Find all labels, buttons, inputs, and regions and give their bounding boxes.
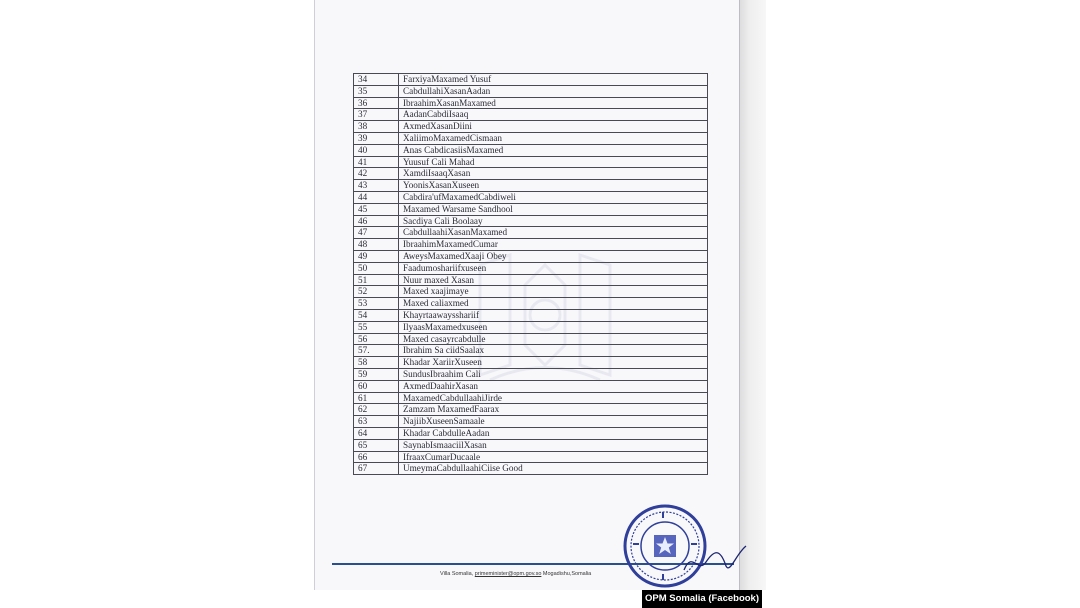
row-name: Ibrahim Sa ciidSaalax: [399, 345, 708, 357]
table-row: [354, 451, 708, 463]
row-number: 37: [354, 109, 399, 121]
row-name: Yuusuf Cali Mahad: [399, 156, 708, 168]
row-number: 39: [354, 132, 399, 144]
row-name: UmeymaCabdullaahiCiise Good: [399, 463, 708, 475]
row-number: 62: [354, 404, 399, 416]
row-name: SaynabIsmaaciilXasan: [399, 439, 708, 451]
table-row: [354, 203, 708, 215]
table-row: [354, 368, 708, 380]
row-number: 53: [354, 298, 399, 310]
row-number: 49: [354, 250, 399, 262]
table-row: [354, 286, 708, 298]
table-row: [354, 97, 708, 109]
row-name: Khadar CabdulleAadan: [399, 427, 708, 439]
row-number: 52: [354, 286, 399, 298]
row-number: 54: [354, 309, 399, 321]
table-row: [354, 262, 708, 274]
row-number: 65: [354, 439, 399, 451]
row-number: 45: [354, 203, 399, 215]
table-row: [354, 416, 708, 428]
row-name: Faadumoshariifxuseen: [399, 262, 708, 274]
row-number: 60: [354, 380, 399, 392]
row-name: Khadar XariirXuseen: [399, 357, 708, 369]
row-name: XamdiIsaaqXasan: [399, 168, 708, 180]
footer-email[interactable]: primeminister@opm.gov.so: [474, 571, 542, 577]
row-name: CabdullahiXasanAadan: [399, 85, 708, 97]
row-number: 36: [354, 97, 399, 109]
row-number: 66: [354, 451, 399, 463]
row-number: 46: [354, 215, 399, 227]
row-number: 47: [354, 227, 399, 239]
row-name: MaxamedCabdullaahiJirde: [399, 392, 708, 404]
name-list-table: [353, 73, 708, 475]
bleed-through-text: [395, 488, 515, 501]
footer-city: Mogadishu,Somalia: [542, 571, 592, 577]
table-row: [354, 144, 708, 156]
row-number: 44: [354, 191, 399, 203]
row-name: Anas CabdicasiisMaxamed: [399, 144, 708, 156]
handwritten-signature: [680, 540, 750, 580]
photo-credit: OPM Somalia (Facebook): [642, 590, 762, 608]
row-name: AxmedXasanDiini: [399, 121, 708, 133]
row-name: AweysMaxamedXaaji Obey: [399, 250, 708, 262]
row-name: NajiibXuseenSamaale: [399, 416, 708, 428]
table-row: [354, 215, 708, 227]
table-row: [354, 309, 708, 321]
table-row: [354, 298, 708, 310]
row-name: Maxed xaajimaye: [399, 286, 708, 298]
row-number: 57.: [354, 345, 399, 357]
footer-contact: [440, 571, 591, 577]
row-name: CabdullaahiXasanMaxamed: [399, 227, 708, 239]
row-name: Nuur maxed Xasan: [399, 274, 708, 286]
table-row: [354, 168, 708, 180]
row-name: AadanCabdiIsaaq: [399, 109, 708, 121]
table-row: [354, 321, 708, 333]
row-name: SundusIbraahim Cali: [399, 368, 708, 380]
row-name: Khayrtaawaysshariif: [399, 309, 708, 321]
table-row: [354, 357, 708, 369]
row-name: Sacdiya Cali Boolaay: [399, 215, 708, 227]
row-number: 55: [354, 321, 399, 333]
row-name: IbraahimMaxamedCumar: [399, 239, 708, 251]
row-name: Maxed casayrcabdulle: [399, 333, 708, 345]
row-name: FarxiyaMaxamed Yusuf: [399, 74, 708, 86]
table-row: [354, 380, 708, 392]
row-name: Maxamed Warsame Sandhool: [399, 203, 708, 215]
row-name: IlyaasMaxamedxuseen: [399, 321, 708, 333]
row-number: 34: [354, 74, 399, 86]
row-number: 59: [354, 368, 399, 380]
row-number: 63: [354, 416, 399, 428]
row-name: Zamzam MaxamedFaarax: [399, 404, 708, 416]
table-row: [354, 239, 708, 251]
table-row: [354, 156, 708, 168]
row-number: 51: [354, 274, 399, 286]
table-row: [354, 439, 708, 451]
table-row: [354, 345, 708, 357]
row-number: 58: [354, 357, 399, 369]
footer-address: Villa Somalia,: [440, 571, 474, 577]
table-row: [354, 180, 708, 192]
table-row: [354, 121, 708, 133]
table-row: [354, 463, 708, 475]
row-name: XaliimoMaxamedCismaan: [399, 132, 708, 144]
table-row: [354, 392, 708, 404]
row-number: 50: [354, 262, 399, 274]
row-number: 43: [354, 180, 399, 192]
row-number: 40: [354, 144, 399, 156]
table-row: [354, 74, 708, 86]
table-row: [354, 427, 708, 439]
row-number: 41: [354, 156, 399, 168]
table-row: [354, 85, 708, 97]
row-name: Maxed caliaxmed: [399, 298, 708, 310]
row-number: 61: [354, 392, 399, 404]
row-name: IbraahimXasanMaxamed: [399, 97, 708, 109]
page-edge-shadow: [738, 0, 766, 590]
table-row: [354, 227, 708, 239]
table-row: [354, 274, 708, 286]
row-number: 67: [354, 463, 399, 475]
row-number: 48: [354, 239, 399, 251]
row-number: 56: [354, 333, 399, 345]
row-number: 64: [354, 427, 399, 439]
row-name: Cabdira'ufMaxamedCabdiweli: [399, 191, 708, 203]
row-number: 42: [354, 168, 399, 180]
row-number: 35: [354, 85, 399, 97]
row-name: AxmedDaahirXasan: [399, 380, 708, 392]
table-row: [354, 250, 708, 262]
table-row: [354, 109, 708, 121]
row-name: YoonisXasanXuseen: [399, 180, 708, 192]
table-row: [354, 191, 708, 203]
row-name: IfraaxCumarDucaale: [399, 451, 708, 463]
row-number: 38: [354, 121, 399, 133]
table-row: [354, 132, 708, 144]
table-row: [354, 404, 708, 416]
table-row: [354, 333, 708, 345]
